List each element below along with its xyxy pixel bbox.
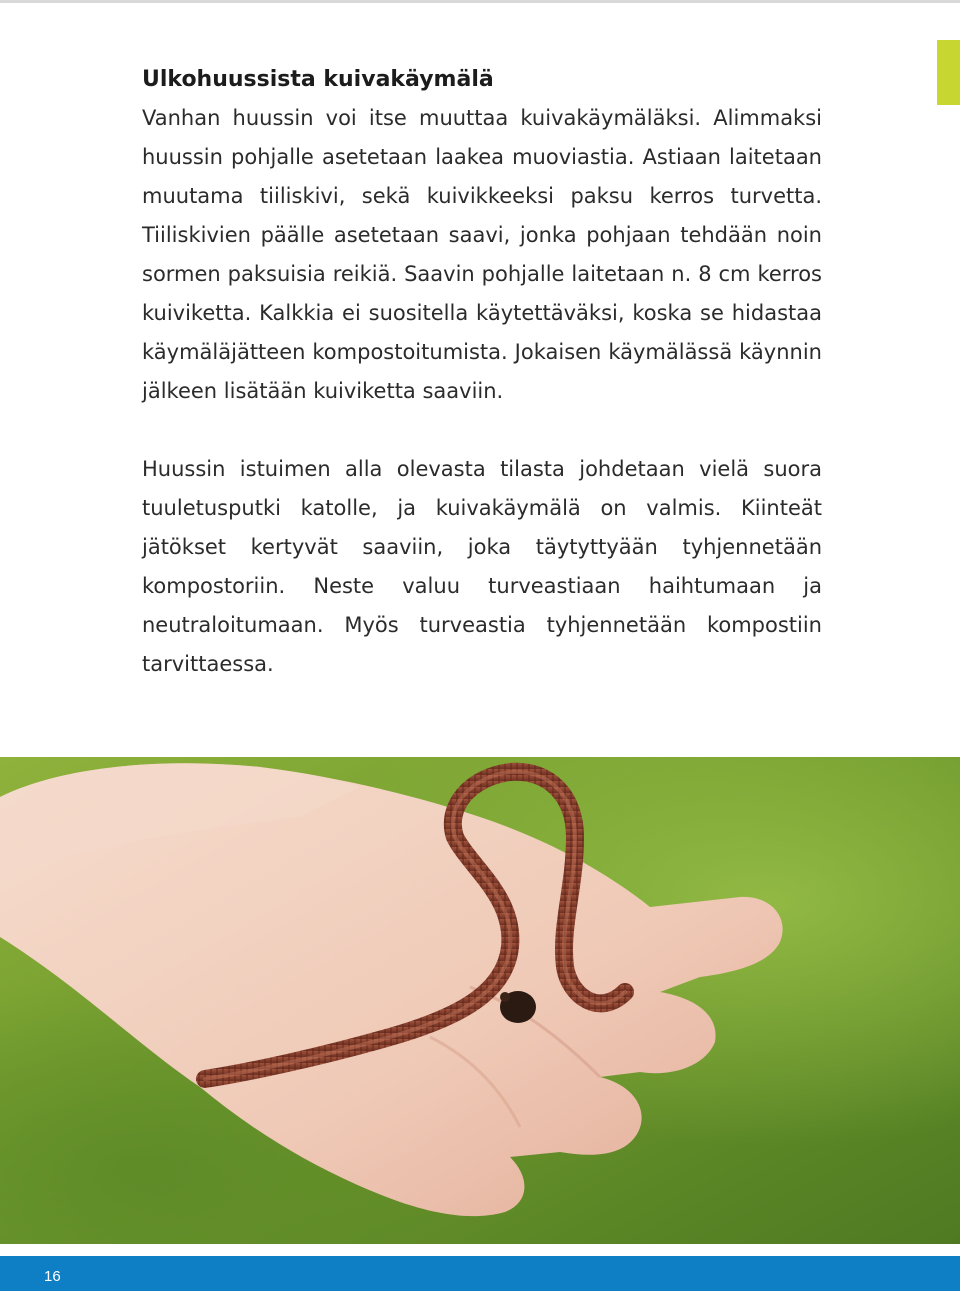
top-rule: [0, 0, 960, 3]
paragraph-1: Vanhan huussin voi itse muuttaa kuivakäymäläksi. Alimmaksi huussin pohjalle asetetaan laakea muoviastia. Astiaan laitetaan muutama tiiliskivi, sekä kuivikkeeksi paksu kerros turvetta. Tiiliskivien päälle asetetaan saavi, jonka pohjaan tehdään noin sormen paksuisia reikiä. Saavin pohjalle laitetaan n. 8 cm kerros kuiviketta. Kalkkia ei suositella käytettäväksi, koska se hidastaa käymäläjätteen kompostoitumista. Jokaisen käymälässä käynnin jälkeen lisätään kuiviketta saaviin.: [142, 106, 822, 403]
earthworm-hand-photo: [0, 757, 960, 1244]
footer-bar: [0, 1256, 960, 1291]
accent-tab: [937, 40, 960, 105]
article-text: [142, 60, 822, 684]
paragraph-2: Huussin istuimen alla olevasta tilasta johdetaan vielä suora tuuletusputki katolle, ja kuivakäymälä on valmis. Kiinteät jätökset kertyvät saaviin, joka täytyttyään tyhjennetään kompostoriin. Neste valuu turveastiaan haihtumaan ja neutraloitumaan. Myös turveastia tyhjennetään kompostiin tarvittaessa.: [142, 457, 822, 676]
section-heading: Ulkohuussista kuivakäymälä: [142, 67, 494, 92]
page-number: 16: [44, 1268, 61, 1285]
